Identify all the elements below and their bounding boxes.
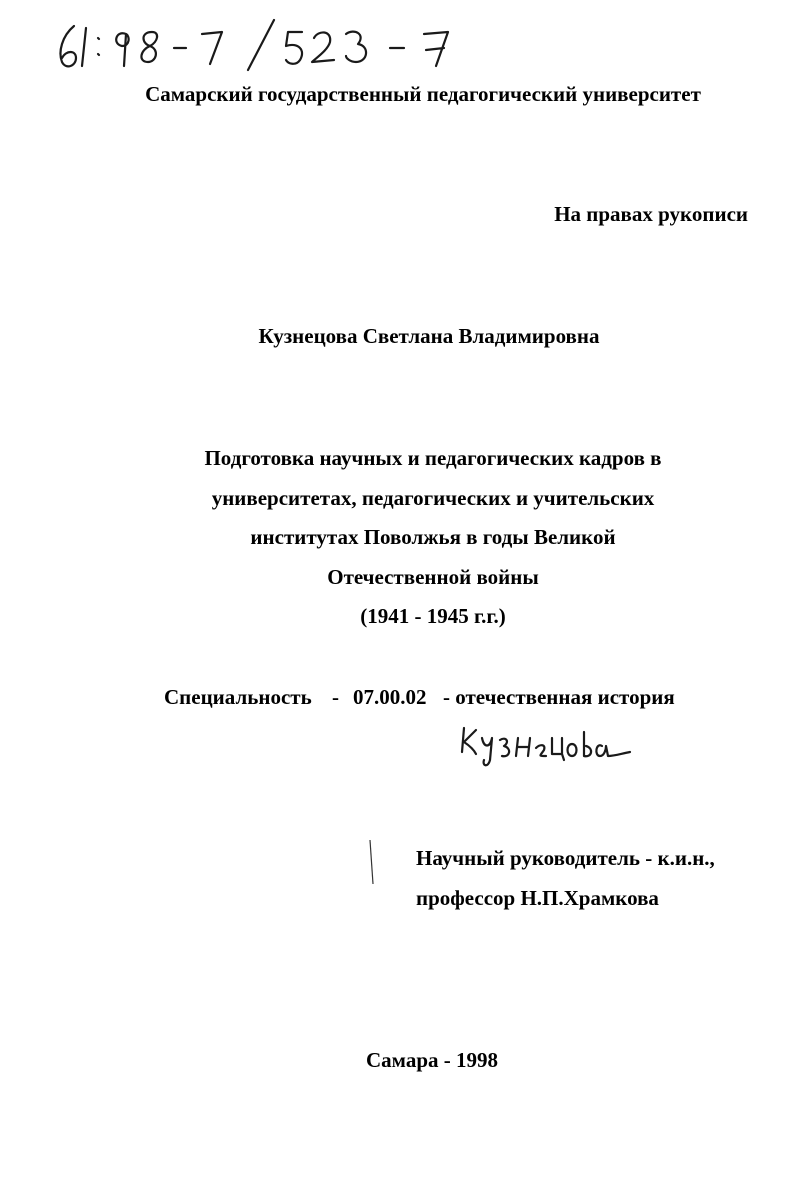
handwritten-signature [456,718,636,778]
author-name: Кузнецова Светлана Владимировна [258,324,600,348]
specialty-name: - отечественная история [443,685,675,709]
place-year: Самара - 1998 [366,1048,498,1072]
supervisor-line-2: профессор Н.П.Храмкова [416,886,659,910]
title-line-4: Отечественной войны [327,565,539,589]
specialty-dash: - [332,685,339,709]
title-line-1: Подготовка научных и педагогических кадров в [204,446,662,470]
supervisor-line-1: Научный руководитель - к.и.н., [416,846,715,870]
title-line-3: институтах Поволжья в годы Великой [250,525,616,549]
rights-note: На правах рукописи [554,202,748,226]
specialty-label: Специальность [164,685,312,709]
title-line-2: университетах, педагогических и учительских [211,486,655,510]
university-name: Самарский государственный педагогический университет [145,82,701,106]
specialty-code: 07.00.02 [353,685,427,709]
pen-mark [368,838,376,891]
handwritten-archive-code [52,14,482,74]
title-years: (1941 - 1945 г.г.) [360,604,506,628]
